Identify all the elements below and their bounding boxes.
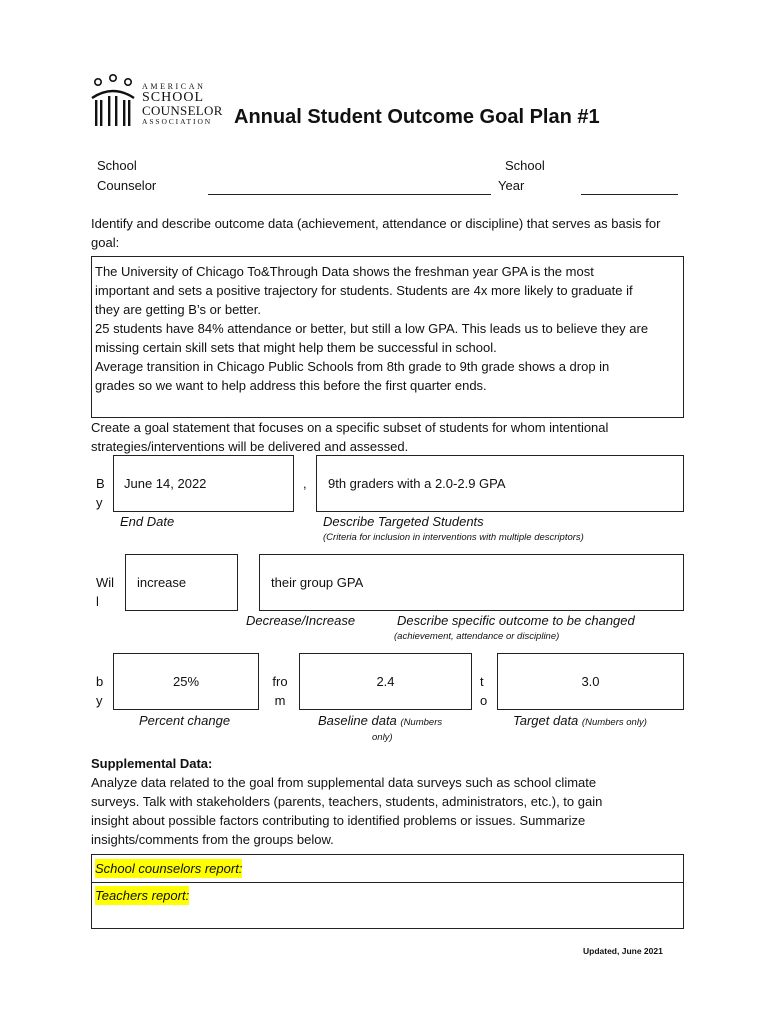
baseline-note-1: (Numbers	[400, 717, 443, 728]
logo-line-american: AMERICAN	[142, 82, 206, 91]
target-caption: Target data	[513, 713, 579, 728]
logo-line-association: ASSOCIATION	[142, 117, 213, 126]
by-label-2: b y	[96, 674, 104, 708]
school-year-field[interactable]	[581, 194, 678, 195]
school-year-label-top: School	[505, 158, 545, 173]
from-label: fro m	[272, 674, 288, 708]
target-note: (Numbers only)	[581, 717, 647, 728]
year-label: Year	[498, 178, 525, 193]
reports-table	[91, 854, 684, 929]
supplemental-heading: Supplemental Data:	[91, 756, 213, 771]
outcome-field[interactable]	[259, 554, 684, 611]
teachers-report-label: Teachers report:	[95, 888, 190, 903]
comma-separator: ,	[303, 476, 307, 491]
outcome-line-6: Average transition in Chicago Public Schools from 8th grade to 9th grade shows a drop in	[95, 359, 610, 374]
by-label-1: B y	[96, 476, 105, 510]
school-label: School	[97, 158, 137, 173]
counselors-report-row[interactable]	[92, 855, 683, 883]
asca-logo	[90, 74, 230, 130]
baseline-note-2: only)	[372, 732, 393, 743]
end-date-field[interactable]	[113, 455, 294, 512]
asca-people-columns-icon	[90, 74, 136, 128]
outcome-value: their group GPA	[271, 575, 364, 590]
teachers-report-row[interactable]	[92, 882, 683, 928]
outcome-line-1: The University of Chicago To&Through Data shows the freshman year GPA is the most	[95, 264, 594, 279]
outcome-line-2: important and sets a positive trajectory for students. Students are 4x more likely to graduate if	[95, 283, 633, 298]
logo-line-school: SCHOOL	[142, 90, 205, 105]
targeted-students-subcaption: (Criteria for inclusion in interventions with multiple descriptors)	[323, 532, 584, 543]
percent-change-caption: Percent change	[139, 713, 231, 728]
baseline-field[interactable]	[299, 653, 472, 710]
outcome-subcaption: (achievement, attendance or discipline)	[394, 631, 560, 642]
outcome-caption: Describe specific outcome to be changed	[397, 613, 635, 628]
page-title: Annual Student Outcome Goal Plan #1	[234, 106, 600, 128]
end-date-value: June 14, 2022	[124, 476, 207, 491]
to-label: t o	[480, 674, 488, 708]
targeted-students-caption: Describe Targeted Students	[323, 514, 484, 529]
outcome-line-4: 25 students have 84% attendance or better, but still a low GPA. This leads us to believe they are	[95, 321, 649, 336]
targeted-students-value: 9th graders with a 2.0-2.9 GPA	[328, 476, 506, 491]
targeted-students-field[interactable]	[316, 455, 684, 512]
direction-value: increase	[137, 575, 187, 590]
baseline-caption-group	[318, 711, 442, 730]
outcome-data-box[interactable]	[91, 256, 684, 418]
target-field[interactable]	[497, 653, 684, 710]
outcome-line-7: grades so we want to help address this before the first quarter ends.	[95, 378, 487, 393]
will-label: Wil l	[96, 575, 115, 609]
logo-line-counselor: COUNSELOR	[142, 103, 223, 118]
direction-caption: Decrease/Increase	[246, 613, 356, 628]
outcome-data-prompt: Identify and describe outcome data (achievement, attendance or discipline) that serves as basis for goal:	[91, 216, 661, 250]
outcome-line-3: they are getting B’s or better.	[95, 302, 261, 317]
outcome-line-5: missing certain skill sets that might help them be successful in school.	[95, 340, 497, 355]
direction-field[interactable]	[125, 554, 238, 611]
baseline-value: 2.4	[376, 674, 395, 689]
supplemental-body: Analyze data related to the goal from supplemental data surveys such as school climate surveys. Talk with stakeholders (parents, teachers, students, administrators, etc.), to gain insight about possible factors contributing to identified problems or issues. Summarize insights/comments from the groups below.	[91, 775, 603, 847]
end-date-caption: End Date	[120, 514, 175, 529]
target-caption-group	[513, 711, 647, 730]
goal-statement-prompt: Create a goal statement that focuses on a specific subset of students for whom intentional strategies/interventions will be delivered and assessed.	[91, 420, 609, 454]
counselors-report-label: School counselors report:	[95, 861, 243, 876]
percent-change-value: 25%	[172, 674, 200, 689]
baseline-caption: Baseline data	[318, 713, 397, 728]
counselor-label: Counselor	[97, 178, 157, 193]
target-value: 3.0	[581, 674, 600, 689]
percent-change-field[interactable]	[113, 653, 259, 710]
updated-footnote: Updated, June 2021	[583, 946, 663, 956]
counselor-name-field[interactable]	[208, 194, 491, 195]
